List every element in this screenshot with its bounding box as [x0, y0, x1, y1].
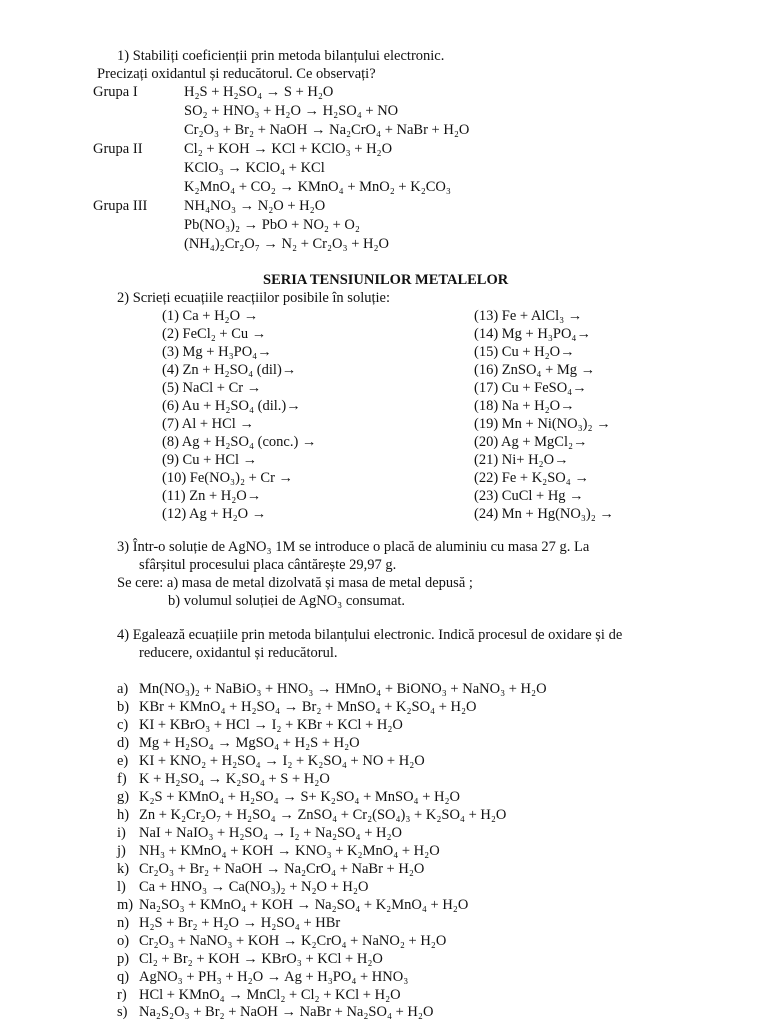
exercise-label: i)	[117, 825, 126, 841]
exercise-equation: KI + KBrO₃ + HCl → I₂ + KBr + KCl + H₂O	[139, 717, 403, 733]
exercise-label: n)	[117, 915, 130, 931]
reaction-item: (11) Zn + H₂O→	[162, 488, 262, 504]
exercise-label: f)	[117, 771, 127, 787]
exercise-equation: K₂S + KMnO₄ + H₂SO₄ → S+ K₂SO₄ + MnSO₄ + H₂O	[139, 789, 461, 805]
group-equation: NH₄NO₃ → N₂O + H₂O	[184, 198, 326, 214]
group-equation: H₂S + H₂SO₄ → S + H₂O	[184, 84, 334, 100]
group-equation: (NH₄)₂Cr₂O₇ → N₂ + Cr₂O₃ + H₂O	[184, 236, 390, 252]
section4-line: 4) Egalează ecuațiile prin metoda bilanțului electronic. Indică procesul de oxidare și de	[117, 627, 623, 643]
exercise-equation: KI + KNO₂ + H₂SO₄ → I₂ + K₂SO₄ + NO + H₂O	[139, 753, 425, 769]
section3-line: sfârșitul procesului placa cântărește 29,97 g.	[139, 557, 397, 573]
exercise-label: s)	[117, 1004, 128, 1020]
reaction-item: (8) Ag + H₂SO₄ (conc.) →	[162, 434, 317, 450]
reaction-item: (18) Na + H₂O→	[474, 398, 575, 414]
exercise-label: r)	[117, 987, 127, 1003]
exercise-equation: Na₂SO₃ + KMnO₄ + KOH → Na₂SO₄ + K₂MnO₄ + H₂O	[139, 897, 469, 913]
group-label: Grupa II	[93, 141, 143, 157]
section3-line: Se cere: a) masa de metal dizolvată și masa de metal depusă ;	[117, 575, 473, 591]
section4-line: reducere, oxidantul și reducătorul.	[139, 645, 338, 661]
group-equation: SO₂ + HNO₃ + H₂O → H₂SO₄ + NO	[184, 103, 399, 119]
group-label: Grupa III	[93, 198, 148, 214]
section2-heading: 2) Scrieți ecuațiile reacțiilor posibile în soluție:	[117, 290, 391, 306]
reaction-item: (6) Au + H₂SO₄ (dil.)→	[162, 398, 301, 414]
exercise-label: l)	[117, 879, 126, 895]
exercise-equation: K + H₂SO₄ → K₂SO₄ + S + H₂O	[139, 771, 330, 787]
reaction-item: (24) Mn + Hg(NO₃)₂ →	[474, 506, 614, 522]
group-equation: Pb(NO₃)₂ → PbO + NO₂ + O₂	[184, 217, 360, 233]
reaction-item: (2) FeCl₂ + Cu →	[162, 326, 267, 342]
reaction-item: (16) ZnSO₄ + Mg →	[474, 362, 596, 378]
reaction-item: (4) Zn + H₂SO₄ (dil)→	[162, 362, 297, 378]
exercise-label: b)	[117, 699, 130, 715]
section1-subheading: Precizați oxidantul și reducătorul. Ce observați?	[97, 66, 376, 82]
exercise-equation: Zn + K₂Cr₂O₇ + H₂SO₄ → ZnSO₄ + Cr₂(SO₄)₃ + K₂SO₄ + H₂O	[139, 807, 507, 823]
reaction-item: (5) NaCl + Cr →	[162, 380, 262, 396]
exercise-equation: HCl + KMnO₄ → MnCl₂ + Cl₂ + KCl + H₂O	[139, 987, 401, 1003]
reaction-item: (23) CuCl + Hg →	[474, 488, 584, 504]
reaction-item: (14) Mg + H₃PO₄→	[474, 326, 591, 342]
section2-title: SERIA TENSIUNILOR METALELOR	[263, 272, 509, 288]
exercise-label: d)	[117, 735, 130, 751]
exercise-label: q)	[117, 969, 130, 985]
group-equation: Cl₂ + KOH → KCl + KClO₃ + H₂O	[184, 141, 393, 157]
reaction-item: (13) Fe + AlCl₃ →	[474, 308, 583, 324]
exercise-label: c)	[117, 717, 129, 733]
exercise-equation: KBr + KMnO₄ + H₂SO₄ → Br₂ + MnSO₄ + K₂SO₄ + H₂O	[139, 699, 477, 715]
exercise-equation: Mn(NO₃)₂ + NaBiO₃ + HNO₃ → HMnO₄ + BiONO₃ + NaNO₃ + H₂O	[139, 681, 547, 697]
group-equation: Cr₂O₃ + Br₂ + NaOH → Na₂CrO₄ + NaBr + H₂O	[184, 122, 470, 138]
reaction-item: (3) Mg + H₃PO₄→	[162, 344, 272, 360]
exercise-equation: Cl₂ + Br₂ + KOH → KBrO₃ + KCl + H₂O	[139, 951, 383, 967]
exercise-equation: Mg + H₂SO₄ → MgSO₄ + H₂S + H₂O	[139, 735, 360, 751]
reaction-item: (9) Cu + HCl →	[162, 452, 258, 468]
reaction-item: (20) Ag + MgCl₂→	[474, 434, 588, 450]
exercise-label: o)	[117, 933, 130, 949]
reaction-item: (21) Ni+ H₂O→	[474, 452, 569, 468]
reaction-item: (19) Mn + Ni(NO₃)₂ →	[474, 416, 611, 432]
reaction-item: (10) Fe(NO₃)₂ + Cr →	[162, 470, 294, 486]
section3-line: 3) Într-o soluție de AgNO₃ 1M se introduce o placă de aluminiu cu masa 27 g. La	[117, 539, 590, 555]
exercise-equation: AgNO₃ + PH₃ + H₂O → Ag + H₃PO₄ + HNO₃	[139, 969, 409, 985]
exercise-equation: Na₂S₂O₃ + Br₂ + NaOH → NaBr + Na₂SO₄ + H₂O	[139, 1004, 434, 1020]
exercise-label: a)	[117, 681, 129, 697]
reaction-item: (15) Cu + H₂O→	[474, 344, 575, 360]
reaction-item: (1) Ca + H₂O →	[162, 308, 259, 324]
exercise-equation: Cr₂O₃ + Br₂ + NaOH → Na₂CrO₄ + NaBr + H₂O	[139, 861, 425, 877]
exercise-label: j)	[117, 843, 126, 859]
exercise-equation: NH₃ + KMnO₄ + KOH → KNO₃ + K₂MnO₄ + H₂O	[139, 843, 440, 859]
section3-line: b) volumul soluției de AgNO₃ consumat.	[168, 593, 406, 609]
exercise-equation: Ca + HNO₃ → Ca(NO₃)₂ + N₂O + H₂O	[139, 879, 369, 895]
group-equation: K₂MnO₄ + CO₂ → KMnO₄ + MnO₂ + K₂CO₃	[184, 179, 451, 195]
exercise-equation: NaI + NaIO₃ + H₂SO₄ → I₂ + Na₂SO₄ + H₂O	[139, 825, 403, 841]
exercise-label: m)	[117, 897, 134, 913]
group-label: Grupa I	[93, 84, 138, 100]
reaction-item: (17) Cu + FeSO₄→	[474, 380, 587, 396]
reaction-item: (12) Ag + H₂O →	[162, 506, 267, 522]
exercise-label: h)	[117, 807, 130, 823]
exercise-label: k)	[117, 861, 130, 877]
reaction-item: (22) Fe + K₂SO₄ →	[474, 470, 589, 486]
group-equation: KClO₃ → KClO₄ + KCl	[184, 160, 325, 176]
section1-heading: 1) Stabiliți coeficienții prin metoda bilanțului electronic.	[117, 48, 445, 64]
exercise-equation: H₂S + Br₂ + H₂O → H₂SO₄ + HBr	[139, 915, 341, 931]
exercise-equation: Cr₂O₃ + NaNO₃ + KOH → K₂CrO₄ + NaNO₂ + H₂O	[139, 933, 447, 949]
exercise-label: e)	[117, 753, 129, 769]
reaction-item: (7) Al + HCl →	[162, 416, 254, 432]
exercise-label: g)	[117, 789, 130, 805]
exercise-label: p)	[117, 951, 130, 967]
